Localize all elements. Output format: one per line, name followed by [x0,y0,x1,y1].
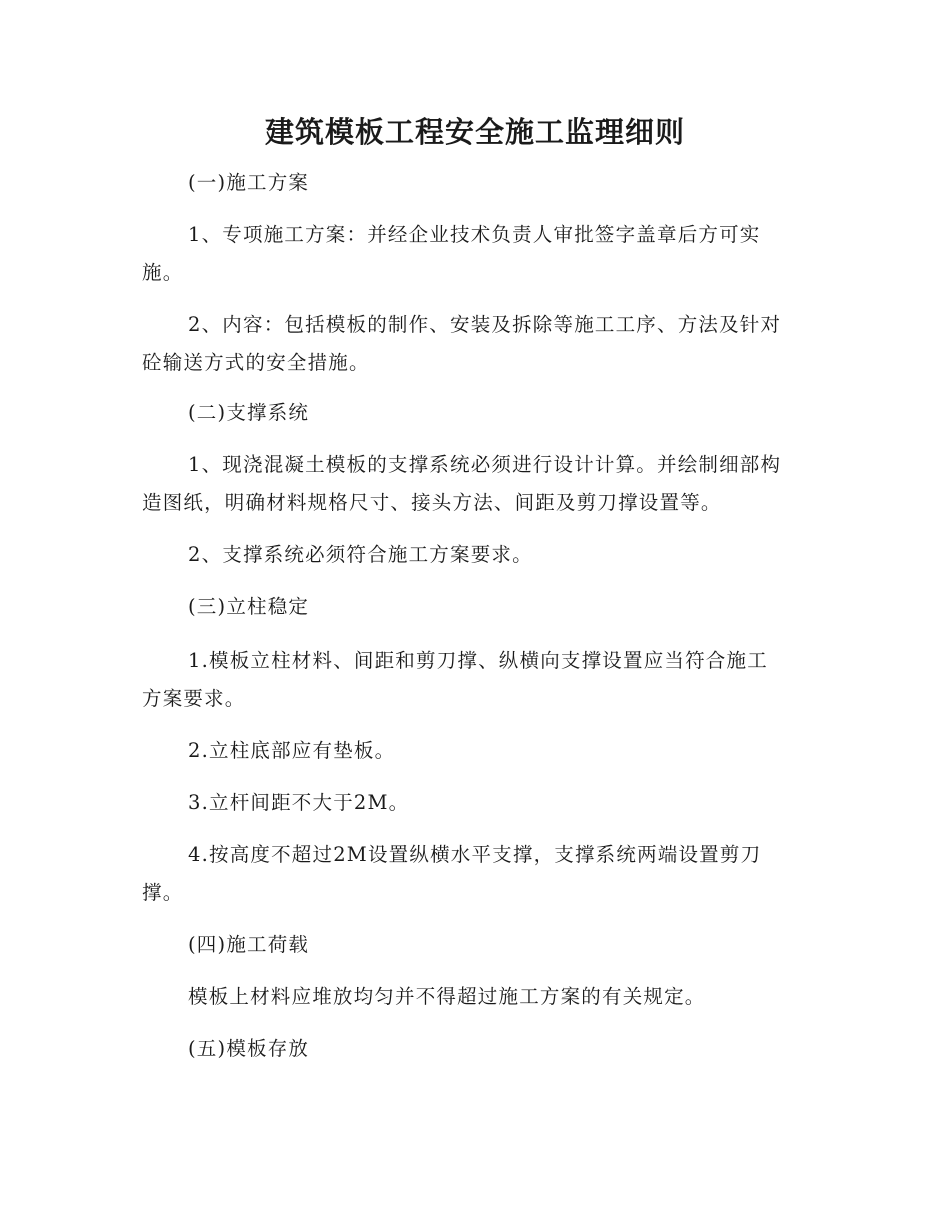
paragraph-line: 模板上材料应堆放均匀并不得超过施工方案的有关规定。 [188,985,706,1008]
paragraph-line: 2、内容：包括模板的制作、安装及拆除等施工工序、方法及针对 [188,313,782,336]
paragraph-line: 2.立柱底部应有垫板。 [188,739,396,762]
paragraph-line: 方案要求。 [142,687,246,710]
section-heading-3: (三)立柱稳定 [188,595,310,618]
paragraph-line: 1.模板立柱材料、间距和剪刀撑、纵横向支撑设置应当符合施工 [188,649,768,672]
paragraph-line: 造图纸，明确材料规格尺寸、接头方法、间距及剪刀撑设置等。 [142,491,722,514]
section-heading-5: (五)模板存放 [188,1037,310,1060]
paragraph-line: 2、支撑系统必须符合施工方案要求。 [188,543,533,566]
section-heading-2: (二)支撑系统 [188,401,310,424]
paragraph-line: 4.按高度不超过2M设置纵横水平支撑，支撑系统两端设置剪刀 [188,843,762,866]
document-title: 建筑模板工程安全施工监理细则 [264,115,685,149]
paragraph-line: 1、专项施工方案：并经企业技术负责人审批签字盖章后方可实 [188,223,761,246]
paragraph-line: 3.立杆间距不大于2M。 [188,791,410,814]
paragraph-line: 施。 [142,261,184,284]
section-heading-1: (一)施工方案 [188,171,310,194]
paragraph-line: 1、现浇混凝土模板的支撑系统必须进行设计计算。并绘制细部构 [188,453,782,476]
paragraph-line: 砼输送方式的安全措施。 [142,351,370,374]
section-heading-4: (四)施工荷载 [188,933,310,956]
paragraph-line: 撑。 [142,881,184,904]
